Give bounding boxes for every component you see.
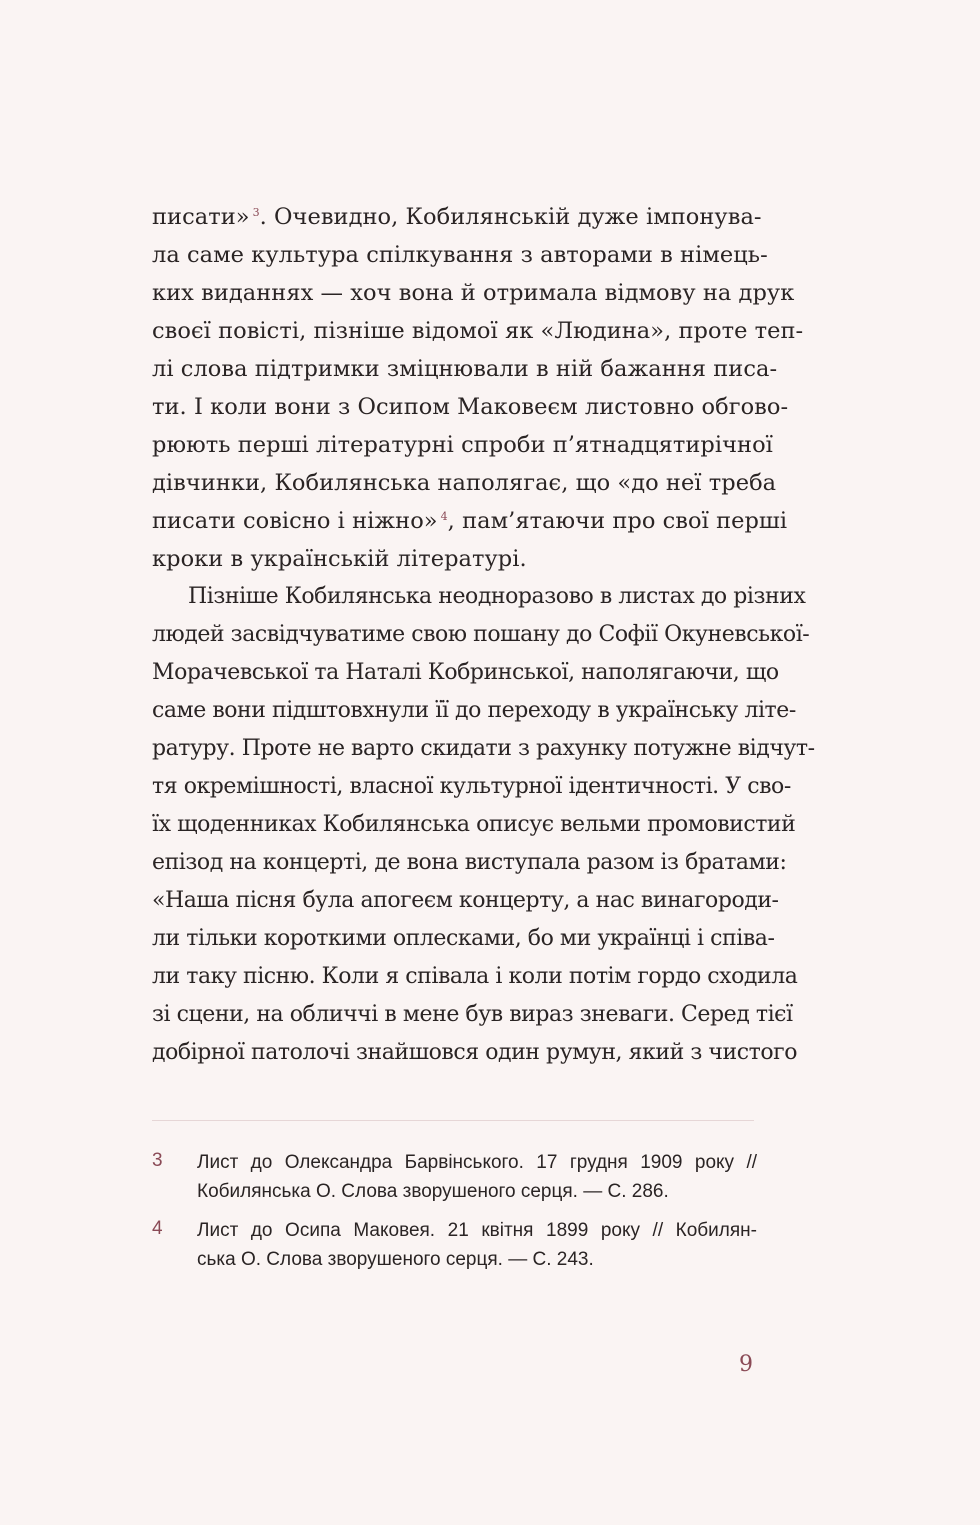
footnote-line: ська О. Слова зворушеного серця. — С. 243. [197, 1249, 594, 1270]
body-line: ли тільки короткими оплесками, бо ми українці і співа- [152, 926, 775, 951]
body-line: саме вони підштовхнули її до переходу в українську літе- [152, 698, 796, 723]
body-line: їх щоденниках Кобилянська описує вельми промовистий [152, 812, 796, 837]
body-text [152, 198, 815, 1072]
footnote-ref[interactable]: 3 [252, 205, 260, 219]
body-line: ких виданнях — хоч вона й отримала відмову на друк [152, 280, 795, 306]
body-line: писати» $^3$. Очевидно, Кобилянській дуже імпонува- [152, 204, 762, 230]
body-line: лі слова підтримки зміцнювали в ній бажання писа- [152, 356, 778, 382]
body-line: писати совісно і ніжно» $^4$, пам’ятаючи про свої перші [152, 508, 788, 534]
footnotes [152, 1148, 757, 1284]
body-line: Морачевської та Наталі Кобринської, наполягаючи, що [152, 660, 779, 685]
body-line: Пізніше Кобилянська неодноразово в листах до різних [188, 584, 806, 609]
body-line: «Наша пісня була апогеєм концерту, а нас винагороди- [152, 888, 779, 913]
body-line: кроки в українській літературі. [152, 546, 527, 572]
footnote-line: Лист до Олександра Барвінського. 17 грудня 1909 року // [197, 1152, 757, 1173]
footnote-line: Лист до Осипа Маковея. 21 квітня 1899 року // Кобилян- [197, 1220, 757, 1241]
body-line: зі сцени, на обличчі в мене був вираз зневаги. Серед тієї [152, 1002, 793, 1027]
footnote-number: 3 [152, 1150, 163, 1171]
body-line: своєї повісті, пізніше відомої як «Людина», проте теп- [152, 318, 804, 344]
footnote-text [197, 1148, 757, 1206]
footnote [152, 1216, 757, 1274]
body-line: людей засвідчуватиме свою пошану до Софії Окуневської- [152, 622, 810, 647]
body-line: тя окремішності, власної культурної ідентичності. У сво- [152, 774, 791, 799]
footnote-divider [152, 1120, 754, 1121]
footnote-ref[interactable]: 4 [440, 509, 448, 523]
body-line: ли таку пісню. Коли я співала і коли потім гордо сходила [152, 964, 798, 989]
body-line: добірної патолочі знайшовся один румун, який з чистого [152, 1040, 798, 1065]
body-line: дівчинки, Кобилянська наполягає, що «до неї треба [152, 470, 777, 496]
page-number: 9 [739, 1352, 753, 1377]
footnote-line: Кобилянська О. Слова зворушеного серця. — С. 286. [197, 1181, 669, 1202]
footnote-number: 4 [152, 1218, 163, 1239]
footnote [152, 1148, 757, 1206]
footnote-text [197, 1216, 757, 1274]
body-line: ратуру. Проте не варто скидати з рахунку потужне відчут- [152, 736, 815, 761]
body-line: ла саме культура спілкування з авторами в німець- [152, 242, 768, 268]
body-line: рюють перші літературні спроби п’ятнадцятирічної [152, 432, 773, 458]
body-line: епізод на концерті, де вона виступала разом із братами: [152, 850, 787, 875]
body-line: ти. І коли вони з Осипом Маковеєм листовно обгово- [152, 394, 789, 420]
